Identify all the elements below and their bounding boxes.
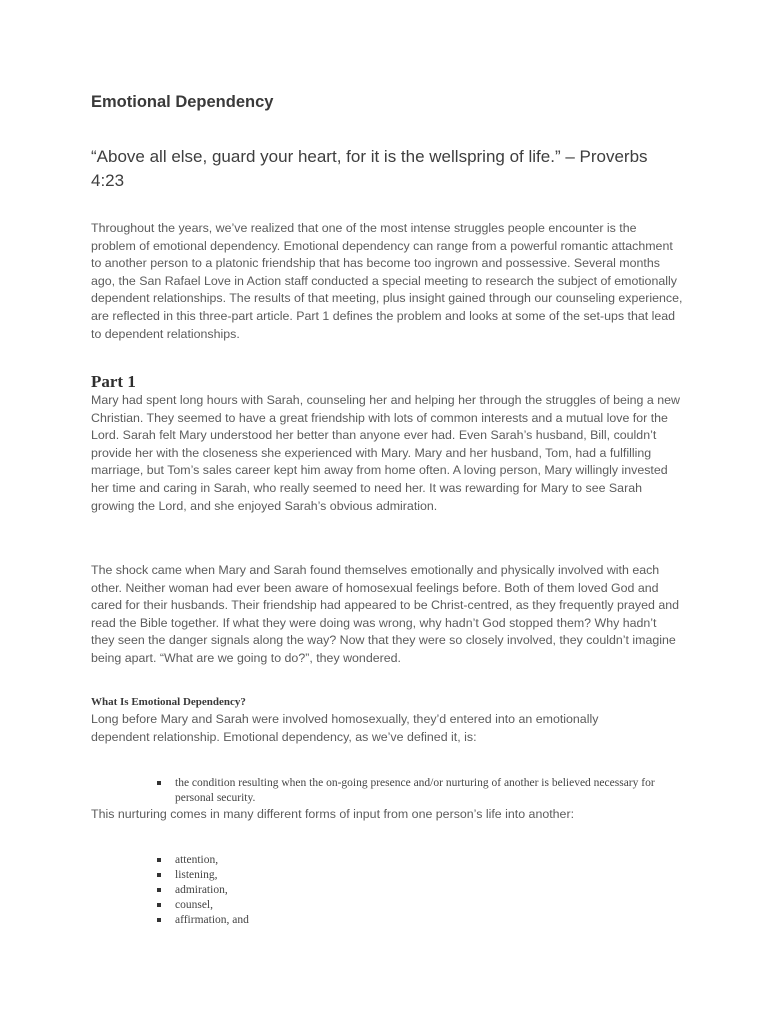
article-title: Emotional Dependency xyxy=(91,93,274,111)
input-forms-list xyxy=(155,853,455,928)
definition-list xyxy=(155,776,675,806)
list-item: counsel, xyxy=(155,898,455,913)
list-item: affirmation, and xyxy=(155,913,455,928)
epigraph-quote: “Above all else, guard your heart, for it is the wellspring of life.” – Proverbs 4:23 xyxy=(91,147,648,190)
story-paragraph-1: Mary had spent long hours with Sarah, counseling her and helping her through the struggles of being a new Christian. They seemed to have a great friendship with lots of common interests and a mutual love for the Lord. Sarah felt Mary understood her better than anyone ever had. Even Sarah’s husband, Bill, couldn’t provide her with the closeness she experienced with Mary. Mary and her husband, Tom, had a fulfilling marriage, but Tom’s sales career kept him away from home often. A loving person, Mary willingly invested her time and caring in Sarah, who really seemed to need her. It was rewarding for Mary to see Sarah growing the Lord, and she enjoyed Sarah’s obvious admiration. xyxy=(91,393,680,513)
part-heading: Part 1 xyxy=(91,372,136,391)
section-subheading: What Is Emotional Dependency? xyxy=(91,696,246,708)
list-item: the condition resulting when the on-going presence and/or nurturing of another is believed necessary for personal security. xyxy=(155,776,675,806)
story-paragraph-2: The shock came when Mary and Sarah found themselves emotionally and physically involved with each other. Neither woman had ever been aware of homosexual feelings before. Both of them loved God and cared for their husbands. Their friendship had appeared to be Christ-centred, as they frequently prayed and read the Bible together. If what they were doing was wrong, why hadn’t God stopped them? Why hadn’t they seen the danger signals along the way? Now that they were so closely involved, they couldn’t imagine being apart. “What are we going to do?”, they wondered. xyxy=(91,563,679,665)
list-item: listening, xyxy=(155,868,455,883)
nurturing-paragraph: This nurturing comes in many different forms of input from one person’s life into another: xyxy=(91,807,575,821)
intro-paragraph: Throughout the years, we’ve realized that one of the most intense struggles people encounter is the problem of emotional dependency. Emotional dependency can range from a powerful romantic attachment to another person to a platonic friendship that has become too ingrown and possessive. Several months ago, the San Rafael Love in Action staff conducted a special meeting to research the subject of emotionally dependent relationships. The results of that meeting, plus insight gained through our counseling experience, are reflected in this three-part article. Part 1 defines the problem and looks at some of the set-ups that lead to dependent relationships. xyxy=(91,221,683,341)
list-item: attention, xyxy=(155,853,455,868)
definition-intro-paragraph: Long before Mary and Sarah were involved homosexually, they’d entered into an emotionally dependent relationship. Emotional dependency, as we’ve defined it, is: xyxy=(91,712,599,744)
list-item: admiration, xyxy=(155,883,455,898)
